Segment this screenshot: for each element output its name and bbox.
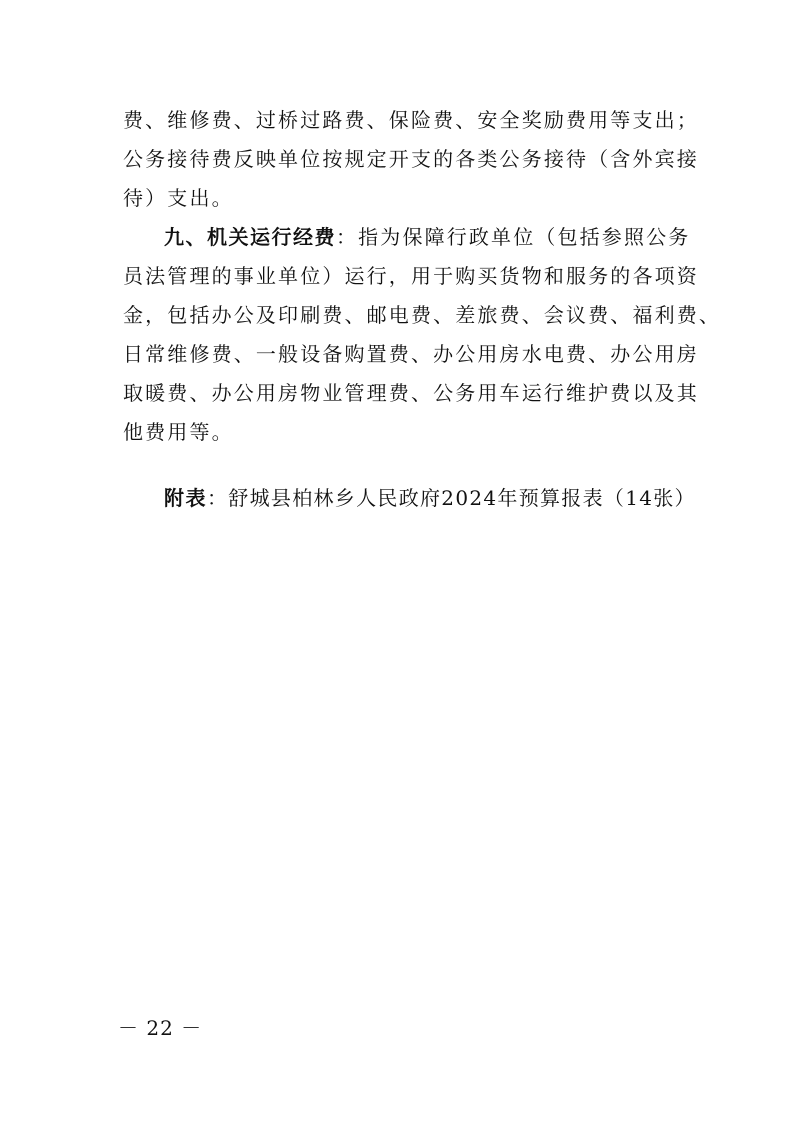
section-9-text: ：指为保障行政单位（包括参照公务	[336, 225, 691, 249]
attachment-line	[164, 486, 696, 510]
body-text-line: 日常维修费、一般设备购置费、办公用房水电费、办公用房	[123, 342, 699, 366]
body-text-line: 他费用等。	[123, 420, 234, 444]
body-text-line: 员法管理的事业单位）运行，用于购买货物和服务的各项资	[123, 264, 699, 288]
body-text-line: 金，包括办公及印刷费、邮电费、差旅费、会议费、福利费、	[123, 303, 722, 327]
section-9-first-line	[164, 225, 690, 249]
body-text-line: 费、维修费、过桥过路费、保险费、安全奖励费用等支出；	[123, 108, 699, 132]
attachment-label: 附表	[164, 486, 207, 510]
section-9-heading: 九、机关运行经费	[164, 225, 336, 249]
body-text-line: 待）支出。	[123, 186, 234, 210]
body-text-line: 取暖费、办公用房物业管理费、公务用车运行维护费以及其	[123, 381, 699, 405]
body-text-line: 公务接待费反映单位按规定开支的各类公务接待（含外宾接	[123, 147, 699, 171]
page-number: － 22 －	[118, 1016, 203, 1040]
attachment-text: ：舒城县柏林乡人民政府2024年预算报表（14张）	[207, 486, 696, 510]
